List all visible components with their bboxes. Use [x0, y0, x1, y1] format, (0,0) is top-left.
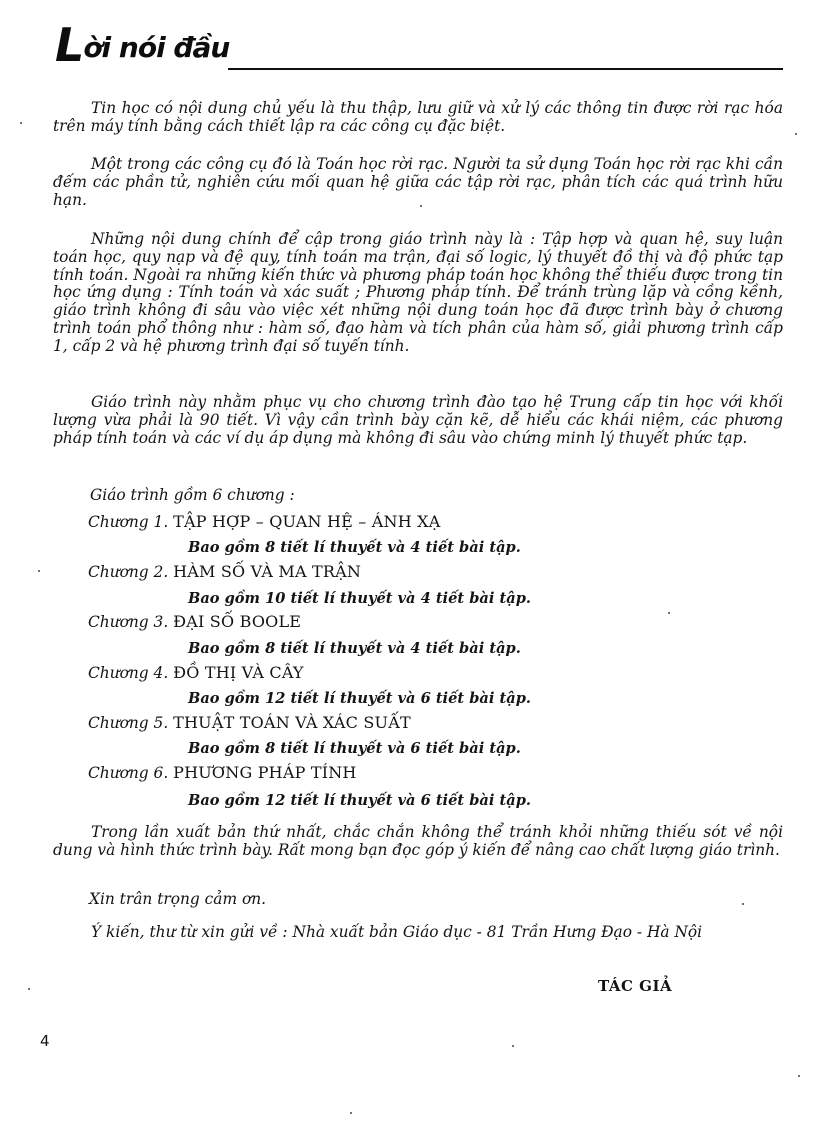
scan-speck	[795, 133, 797, 135]
paragraph-2: Một trong các công cụ đó là Toán học rời rạc. Người ta sử dụng Toán học rời rạc khi cần đếm các phần tử, nghiên cứu mối quan hệ giữa các tập rời rạc, phân tích các quá trình hữu hạn.	[53, 155, 783, 209]
scan-speck	[668, 612, 670, 614]
heading-initial: L	[55, 18, 84, 72]
scan-speck	[798, 1075, 800, 1077]
chapter-3-title: ĐẠI SỐ BOOLE	[173, 612, 302, 631]
chapter-4-detail: Bao gồm 12 tiết lí thuyết và 6 tiết bài tập.	[188, 690, 531, 707]
chapter-5-detail: Bao gồm 8 tiết lí thuyết và 6 tiết bài tập.	[188, 740, 521, 757]
contact-paragraph: Ý kiến, thư từ xin gửi về : Nhà xuất bản Giáo dục - 81 Trần Hưng Đạo - Hà Nội	[91, 923, 703, 941]
chapter-1-label: Chương 1.	[88, 513, 169, 531]
chapter-6-heading	[88, 764, 357, 782]
chapters-intro: Giáo trình gồm 6 chương :	[90, 486, 295, 504]
scan-speck	[420, 205, 422, 207]
chapter-6-title: PHƯƠNG PHÁP TÍNH	[173, 763, 357, 782]
chapter-1-heading	[88, 513, 441, 531]
chapter-6-detail: Bao gồm 12 tiết lí thuyết và 6 tiết bài tập.	[188, 792, 531, 809]
chapter-4-label: Chương 4.	[88, 664, 169, 682]
heading-text: ời nói đầu	[83, 31, 230, 64]
chapter-3-label: Chương 3.	[88, 613, 169, 631]
paragraph-1: Tin học có nội dung chủ yếu là thu thập, lưu giữ và xử lý các thông tin được rời rạc hóa trên máy tính bằng cách thiết lập ra các công cụ đặc biệt.	[53, 99, 783, 135]
scan-speck	[350, 1112, 352, 1114]
chapter-5-heading	[88, 714, 411, 732]
paragraph-4: Giáo trình này nhằm phục vụ cho chương trình đào tạo hệ Trung cấp tin học với khối lượng vừa phải là 90 tiết. Vì vậy cần trình bày cặn kẽ, dễ hiểu các khái niệm, các phương pháp tính toán và các ví dụ áp dụng mà không đi sâu vào chứng minh lý thuyết phức tạp.	[53, 393, 783, 447]
chapter-1-detail: Bao gồm 8 tiết lí thuyết và 4 tiết bài tập.	[188, 539, 521, 556]
chapter-3-detail: Bao gồm 8 tiết lí thuyết và 4 tiết bài tập.	[188, 640, 521, 657]
chapter-2-detail: Bao gồm 10 tiết lí thuyết và 4 tiết bài tập.	[188, 590, 531, 607]
closing-paragraph: Trong lần xuất bản thứ nhất, chắc chắn không thể tránh khỏi những thiếu sót về nội dung và hình thức trình bày. Rất mong bạn đọc góp ý kiến để nâng cao chất lượng giáo trình.	[53, 823, 783, 859]
scan-speck	[20, 122, 22, 124]
chapter-2-heading	[88, 563, 361, 581]
paragraph-3: Những nội dung chính để cập trong giáo trình này là : Tập hợp và quan hệ, suy luận toán học, quy nạp và đệ quy, tính toán ma trận, đại số logic, lý thuyết đồ thị và độ phức tạp tính toán. Ngoài ra những kiến thức và phương pháp toán học không thể thiếu được trong tin học ứng dụng : Tính toán và xác suất ; Phương pháp tính. Để tránh trùng lặp và cồng kềnh, giáo trình không đi sâu vào việc xét những nội dung toán học đã được trình bày ở chương trình toán phổ thông như : hàm số, đạo hàm và tích phân của hàm số, giải phương trình cấp 1, cấp 2 và hệ phương trình đại số tuyến tính.	[53, 230, 783, 355]
chapter-3-heading	[88, 613, 301, 631]
chapter-1-title: TẬP HỢP – QUAN HỆ – ÁNH XẠ	[173, 512, 441, 531]
page-heading	[55, 18, 230, 72]
chapter-5-title: THUẬT TOÁN VÀ XÁC SUẤT	[173, 713, 411, 732]
heading-rule	[228, 68, 783, 70]
scan-speck	[28, 988, 30, 990]
chapter-5-label: Chương 5.	[88, 714, 169, 732]
scan-speck	[512, 1045, 514, 1047]
chapter-4-heading	[88, 664, 304, 682]
page-number: 4	[40, 1032, 50, 1050]
scan-speck	[38, 570, 40, 572]
scan-speck	[742, 903, 744, 905]
chapter-4-title: ĐỒ THỊ VÀ CÂY	[173, 663, 304, 682]
chapter-6-label: Chương 6.	[88, 764, 169, 782]
chapter-2-title: HÀM SỐ VÀ MA TRẬN	[173, 562, 362, 581]
author-signature: TÁC GIẢ	[598, 977, 673, 995]
chapter-2-label: Chương 2.	[88, 563, 169, 581]
thanks-line: Xin trân trọng cảm ơn.	[89, 890, 267, 908]
